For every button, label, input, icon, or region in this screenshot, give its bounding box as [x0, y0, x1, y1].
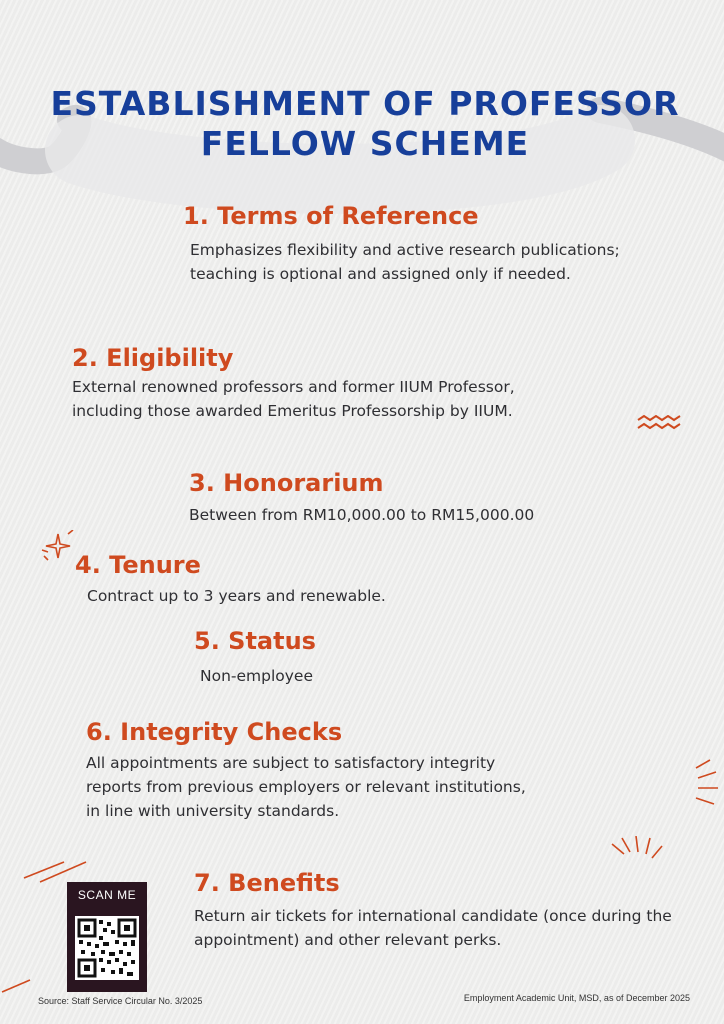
section-eligibility	[72, 343, 542, 423]
section-terms-of-reference	[183, 201, 643, 286]
section-heading: 5. Status	[194, 627, 316, 655]
section-tenure	[75, 550, 535, 608]
qr-code-card[interactable]	[67, 882, 147, 992]
section-body: All appointments are subject to satisfactory integrity reports from previous employers or relevant institutions, in line with university standards.	[86, 754, 526, 820]
burst-lines-decoration	[680, 758, 724, 814]
section-body: Non-employee	[200, 667, 314, 685]
section-body: Return air tickets for international candidate (once during the appointment) and other relevant perks.	[194, 907, 672, 949]
section-status	[194, 626, 594, 688]
section-body: Contract up to 3 years and renewable.	[87, 587, 386, 605]
section-heading: 6. Integrity Checks	[86, 718, 343, 746]
section-body: External renowned professors and former IIUM Professor, including those awarded Emeritus Professorship by IIUM.	[72, 378, 515, 420]
section-integrity-checks	[86, 717, 526, 823]
poster-title: ESTABLISHMENT OF PROFESSOR FELLOW SCHEME	[50, 84, 680, 163]
section-body: Emphasizes flexibility and active research publications; teaching is optional and assigned only if needed.	[190, 241, 620, 283]
credit-note: Employment Academic Unit, MSD, as of December 2025	[463, 993, 690, 1003]
slash-lines-decoration-2	[0, 976, 40, 996]
section-heading: 7. Benefits	[194, 869, 340, 897]
section-honorarium	[189, 468, 649, 527]
section-heading: 4. Tenure	[75, 551, 201, 579]
zigzag-decoration	[636, 415, 686, 437]
scan-me-label: SCAN ME	[77, 888, 137, 902]
section-heading: 3. Honorarium	[189, 469, 384, 497]
section-benefits	[194, 868, 694, 952]
section-heading: 1. Terms of Reference	[183, 202, 479, 230]
section-body: Between from RM10,000.00 to RM15,000.00	[189, 506, 535, 524]
qr-code-icon[interactable]	[75, 916, 139, 980]
section-heading: 2. Eligibility	[72, 344, 234, 372]
sparkle-icon	[38, 530, 78, 564]
source-note: Source: Staff Service Circular No. 3/2025	[38, 996, 203, 1006]
